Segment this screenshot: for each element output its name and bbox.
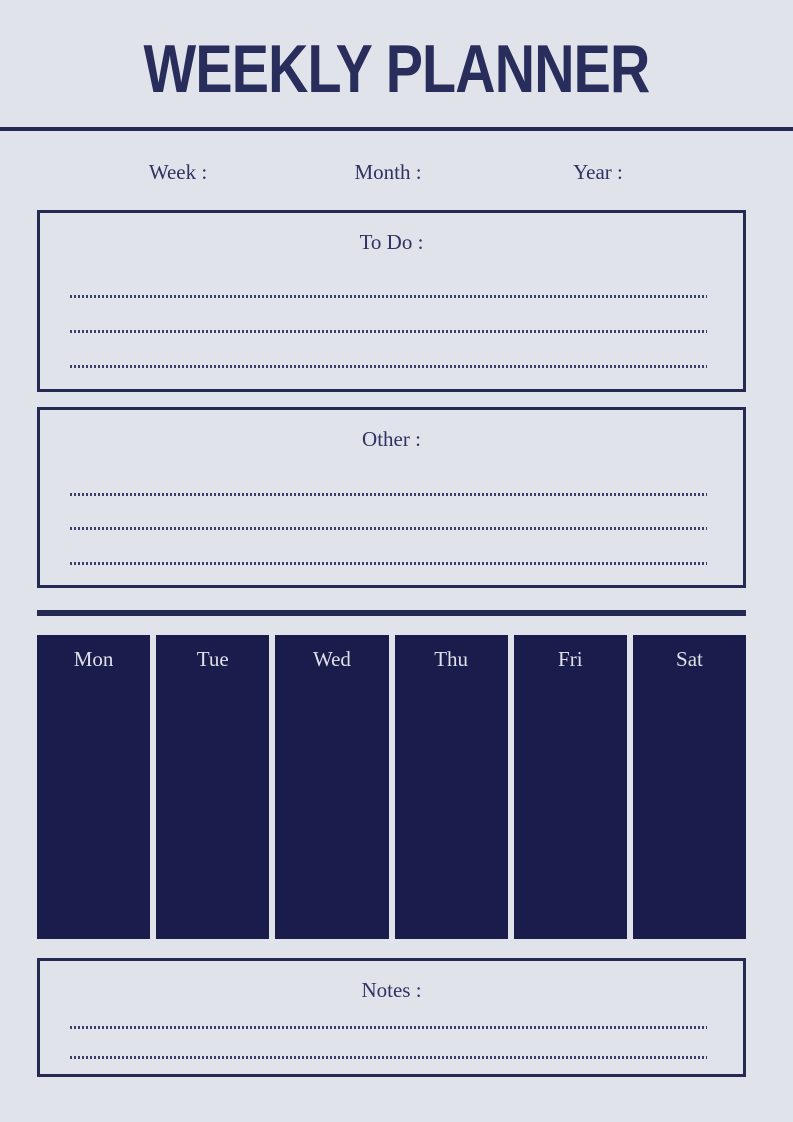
week-field-label: Week : bbox=[148, 160, 208, 184]
day-label: Wed bbox=[312, 647, 351, 671]
ruled-line bbox=[70, 1026, 707, 1029]
day-label: Fri bbox=[558, 647, 583, 671]
ruled-line bbox=[70, 562, 707, 565]
day-column-tue bbox=[156, 635, 269, 939]
ruled-line bbox=[70, 295, 707, 298]
day-column-sat bbox=[633, 635, 746, 939]
notes-section bbox=[37, 958, 746, 1077]
page-title-text: WEEKLY PLANNER bbox=[143, 31, 650, 107]
day-label: Thu bbox=[434, 647, 469, 671]
page-title bbox=[0, 31, 793, 107]
week-days-row bbox=[37, 635, 746, 939]
day-column-fri bbox=[514, 635, 627, 939]
day-label: Tue bbox=[196, 647, 229, 671]
todo-label: To Do : bbox=[359, 230, 424, 254]
ruled-line bbox=[70, 1056, 707, 1059]
ruled-line bbox=[70, 330, 707, 333]
ruled-line bbox=[70, 365, 707, 368]
todo-section bbox=[37, 210, 746, 392]
fields-row bbox=[0, 160, 793, 188]
notes-label: Notes : bbox=[361, 978, 422, 1002]
day-label: Sat bbox=[676, 647, 703, 671]
month-field-label: Month : bbox=[354, 160, 422, 184]
ruled-line bbox=[70, 493, 707, 496]
other-section bbox=[37, 407, 746, 588]
header-divider bbox=[0, 127, 793, 131]
section-divider bbox=[37, 610, 746, 616]
other-label: Other : bbox=[362, 427, 421, 451]
ruled-line bbox=[70, 527, 707, 530]
year-field-label: Year : bbox=[573, 160, 623, 184]
day-column-thu bbox=[395, 635, 508, 939]
day-column-wed bbox=[275, 635, 388, 939]
day-column-mon bbox=[37, 635, 150, 939]
day-label: Mon bbox=[73, 647, 114, 671]
